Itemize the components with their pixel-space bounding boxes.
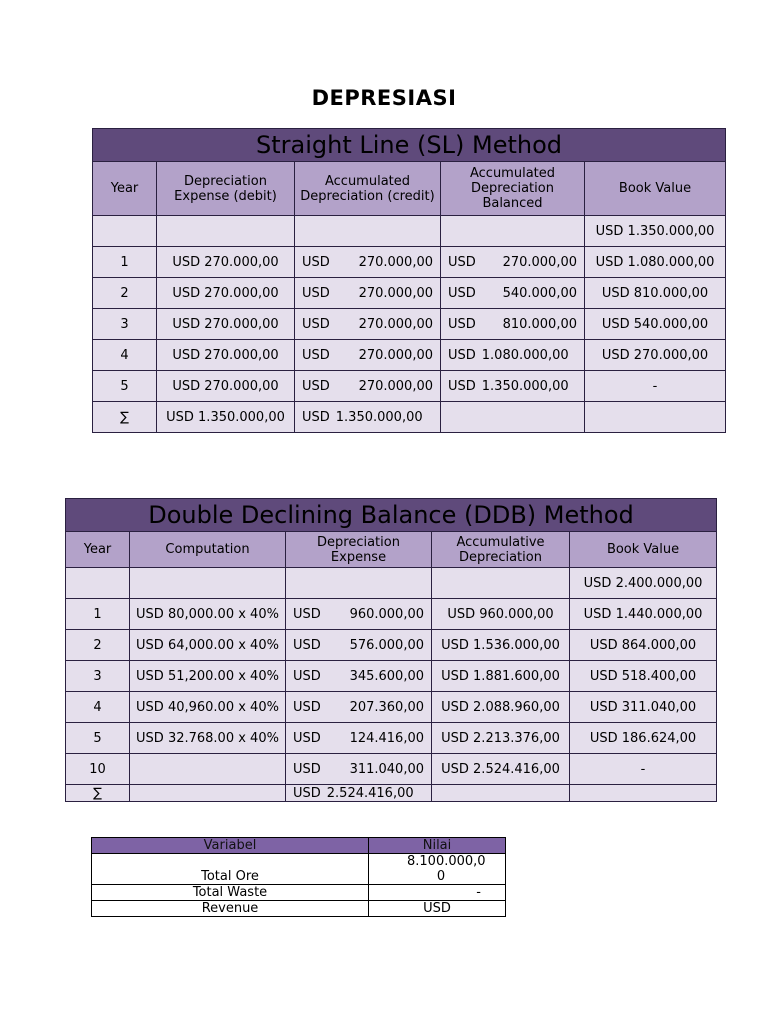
sl-accumulated-cell	[295, 278, 441, 309]
table-row	[93, 402, 726, 433]
ddb-book-value-cell: USD 186.624,00	[570, 723, 717, 754]
table-row	[66, 723, 717, 754]
currency-label: USD	[293, 730, 321, 746]
ddb-accumulative-cell: USD 1.881.600,00	[432, 661, 570, 692]
ddb-accumulative-cell	[432, 785, 570, 802]
ddb-book-value-cell: USD 311.040,00	[570, 692, 717, 723]
ddb-computation-cell: USD 32.768.00 x 40%	[130, 723, 286, 754]
var-value-cell: -	[369, 885, 506, 901]
currency-label: USD	[302, 316, 330, 332]
ddb-accumulative-cell: USD 960.000,00	[432, 599, 570, 630]
sl-balance-cell	[441, 216, 585, 247]
amount-value: 270.000,00	[358, 285, 433, 301]
ddb-book-value-cell: USD 1.440.000,00	[570, 599, 717, 630]
ddb-expense-cell	[286, 599, 432, 630]
table-row	[66, 661, 717, 692]
sl-year-cell: 2	[93, 278, 157, 309]
table-row	[92, 885, 506, 901]
sl-year-cell: 3	[93, 309, 157, 340]
sl-book-value-cell: -	[585, 371, 726, 402]
ddb-expense-cell	[286, 723, 432, 754]
amount-value: 540.000,00	[502, 285, 577, 301]
sl-year-cell: 5	[93, 371, 157, 402]
amount-value: 270.000,00	[358, 347, 433, 363]
ddb-computation-cell: USD 64,000.00 x 40%	[130, 630, 286, 661]
currency-label: USD	[448, 254, 476, 270]
table-row	[92, 854, 506, 885]
table-row	[93, 340, 726, 371]
ddb-book-value-cell: USD 864.000,00	[570, 630, 717, 661]
sl-balance-cell	[441, 402, 585, 433]
sl-col-balance: Accumulated Depreciation Balanced	[441, 162, 585, 216]
currency-label: USD	[302, 254, 330, 270]
ddb-expense-cell	[286, 568, 432, 599]
amount-value: 576.000,00	[349, 637, 424, 653]
ddb-year-cell: 2	[66, 630, 130, 661]
sl-balance-cell	[441, 340, 585, 371]
sl-expense-cell: USD 270.000,00	[157, 278, 295, 309]
ddb-expense-cell	[286, 785, 432, 802]
ddb-book-value-cell: USD 518.400,00	[570, 661, 717, 692]
currency-label: USD	[293, 761, 321, 777]
sl-book-value-cell: USD 1.350.000,00	[585, 216, 726, 247]
ddb-year-cell: ∑	[66, 785, 130, 802]
straight-line-table	[92, 128, 726, 433]
ddb-accumulative-cell: USD 2.524.416,00	[432, 754, 570, 785]
currency-label: USD	[293, 637, 321, 653]
table-row	[66, 568, 717, 599]
sl-year-cell	[93, 216, 157, 247]
amount-value: 2.524.416,00	[326, 785, 414, 801]
variables-table	[91, 837, 506, 917]
currency-label: USD	[302, 409, 330, 425]
page-title: DEPRESIASI	[311, 86, 457, 110]
sl-balance-cell	[441, 309, 585, 340]
currency-label: USD	[448, 378, 476, 394]
ddb-accumulative-cell: USD 2.213.376,00	[432, 723, 570, 754]
ddb-book-value-cell: -	[570, 754, 717, 785]
sl-balance-cell	[441, 278, 585, 309]
ddb-year-cell: 10	[66, 754, 130, 785]
sl-expense-cell: USD 270.000,00	[157, 371, 295, 402]
ddb-expense-cell	[286, 754, 432, 785]
currency-label: USD	[448, 347, 476, 363]
sl-accumulated-cell	[295, 371, 441, 402]
ddb-computation-cell	[130, 568, 286, 599]
amount-value: 1.080.000,00	[481, 347, 569, 363]
table-row	[93, 371, 726, 402]
sl-accumulated-cell	[295, 340, 441, 371]
ddb-expense-cell	[286, 630, 432, 661]
sl-accumulated-cell	[295, 309, 441, 340]
ddb-expense-cell	[286, 692, 432, 723]
currency-label: USD	[448, 285, 476, 301]
sl-expense-cell	[157, 216, 295, 247]
ddb-col-expense: Depreciation Expense	[286, 532, 432, 568]
ddb-accumulative-cell: USD 2.088.960,00	[432, 692, 570, 723]
currency-label: USD	[293, 668, 321, 684]
ddb-year-cell: 5	[66, 723, 130, 754]
amount-value: 124.416,00	[349, 730, 424, 746]
table-row	[66, 754, 717, 785]
currency-label: USD	[448, 316, 476, 332]
ddb-year-cell: 4	[66, 692, 130, 723]
sl-expense-cell: USD 270.000,00	[157, 309, 295, 340]
var-name-cell: Revenue	[92, 901, 369, 917]
sl-balance-cell	[441, 371, 585, 402]
ddb-computation-cell	[130, 785, 286, 802]
table-row	[93, 247, 726, 278]
sl-book-value-cell: USD 540.000,00	[585, 309, 726, 340]
table-row	[93, 278, 726, 309]
sl-book-value-cell: USD 810.000,00	[585, 278, 726, 309]
amount-value: 1.350.000,00	[481, 378, 569, 394]
sl-accumulated-cell	[295, 216, 441, 247]
sl-year-cell: 4	[93, 340, 157, 371]
table-row	[92, 901, 506, 917]
amount-value: 207.360,00	[349, 699, 424, 715]
ddb-table	[65, 498, 717, 802]
sl-col-book-value: Book Value	[585, 162, 726, 216]
sl-accumulated-cell	[295, 402, 441, 433]
ddb-book-value-cell: USD 2.400.000,00	[570, 568, 717, 599]
var-col-name: Variabel	[92, 838, 369, 854]
sl-year-cell: ∑	[93, 402, 157, 433]
currency-label: USD	[293, 606, 321, 622]
ddb-computation-cell: USD 40,960.00 x 40%	[130, 692, 286, 723]
var-value-cell: 8.100.000,0 0	[369, 854, 506, 885]
table-row	[66, 785, 717, 802]
amount-value: 270.000,00	[358, 378, 433, 394]
ddb-col-year: Year	[66, 532, 130, 568]
sl-year-cell: 1	[93, 247, 157, 278]
currency-label: USD	[293, 699, 321, 715]
sl-expense-cell: USD 270.000,00	[157, 340, 295, 371]
amount-value: 270.000,00	[358, 254, 433, 270]
sl-col-expense: Depreciation Expense (debit)	[157, 162, 295, 216]
sl-col-year: Year	[93, 162, 157, 216]
currency-label: USD	[302, 378, 330, 394]
amount-value: 270.000,00	[502, 254, 577, 270]
ddb-year-cell	[66, 568, 130, 599]
ddb-accumulative-cell: USD 1.536.000,00	[432, 630, 570, 661]
ddb-book-value-cell	[570, 785, 717, 802]
sl-book-value-cell	[585, 402, 726, 433]
table-row	[93, 216, 726, 247]
ddb-year-cell: 1	[66, 599, 130, 630]
ddb-col-book-value: Book Value	[570, 532, 717, 568]
sl-book-value-cell: USD 270.000,00	[585, 340, 726, 371]
sl-balance-cell	[441, 247, 585, 278]
table-row	[66, 630, 717, 661]
sl-expense-cell: USD 1.350.000,00	[157, 402, 295, 433]
table-row	[93, 309, 726, 340]
currency-label: USD	[302, 285, 330, 301]
ddb-col-accumulative: Accumulative Depreciation	[432, 532, 570, 568]
table-row	[66, 599, 717, 630]
amount-value: 270.000,00	[358, 316, 433, 332]
sl-expense-cell: USD 270.000,00	[157, 247, 295, 278]
ddb-table-heading: Double Declining Balance (DDB) Method	[66, 499, 717, 532]
sl-book-value-cell: USD 1.080.000,00	[585, 247, 726, 278]
amount-value: 311.040,00	[349, 761, 424, 777]
amount-value: 960.000,00	[349, 606, 424, 622]
var-name-cell: Total Ore	[92, 854, 369, 885]
ddb-computation-cell: USD 51,200.00 x 40%	[130, 661, 286, 692]
ddb-accumulative-cell	[432, 568, 570, 599]
var-value-cell: USD	[369, 901, 506, 917]
ddb-year-cell: 3	[66, 661, 130, 692]
sl-table-heading: Straight Line (SL) Method	[93, 129, 726, 162]
ddb-computation-cell	[130, 754, 286, 785]
sl-col-accumulated: Accumulated Depreciation (credit)	[295, 162, 441, 216]
var-col-value: Nilai	[369, 838, 506, 854]
sl-accumulated-cell	[295, 247, 441, 278]
amount-value: 810.000,00	[502, 316, 577, 332]
currency-label: USD	[302, 347, 330, 363]
var-name-cell: Total Waste	[92, 885, 369, 901]
table-row	[66, 692, 717, 723]
amount-value: 1.350.000,00	[335, 409, 423, 425]
currency-label: USD	[293, 785, 321, 801]
ddb-col-computation: Computation	[130, 532, 286, 568]
amount-value: 345.600,00	[349, 668, 424, 684]
ddb-computation-cell: USD 80,000.00 x 40%	[130, 599, 286, 630]
ddb-expense-cell	[286, 661, 432, 692]
